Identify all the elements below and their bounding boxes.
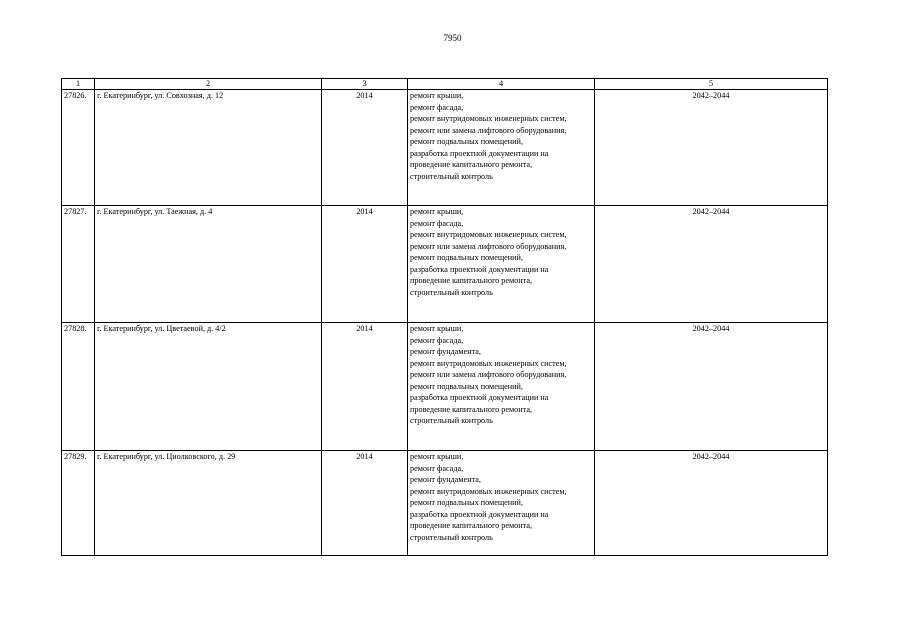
row-year: 2014 (322, 206, 408, 323)
row-period: 2042–2044 (595, 451, 828, 556)
work-item: ремонт фундамента, (410, 347, 481, 356)
work-item: разработка проектной документации на (410, 509, 549, 519)
row-number: 27826. (62, 90, 95, 206)
work-item: проведение капитального ремонта, (410, 276, 533, 285)
work-item: разработка проектной документации на (410, 393, 549, 402)
work-item: ремонт крыши, (410, 91, 464, 100)
work-item: ремонт фасада, (410, 463, 464, 473)
work-item: ремонт крыши, (410, 324, 464, 333)
row-address: г. Екатеринбург, ул. Цветаевой, д. 4/2 (95, 323, 322, 451)
row-address: г. Екатеринбург, ул. Совхозная, д. 12 (95, 90, 322, 206)
page-number: 7950 (443, 33, 462, 43)
work-item: ремонт фасада, (410, 102, 464, 112)
work-item: ремонт крыши, (410, 207, 464, 216)
header-col-4: 4 (408, 79, 595, 90)
header-col-1: 1 (62, 79, 95, 90)
row-number: 27828. (62, 323, 95, 451)
work-item: проведение капитального ремонта, (410, 521, 533, 530)
work-item: ремонт подвальных помещений, (410, 381, 523, 391)
work-item: ремонт подвальных помещений, (410, 253, 523, 262)
work-item: проведение капитального ремонта, (410, 404, 533, 414)
row-period: 2042–2044 (595, 90, 828, 206)
row-works (408, 323, 595, 451)
work-item: ремонт крыши, (410, 452, 464, 461)
work-item: ремонт внутридомовых инженерных систем, (410, 230, 567, 239)
work-item: проведение капитального ремонта, (410, 160, 533, 169)
row-works (408, 206, 595, 323)
work-item: ремонт фундамента, (410, 475, 481, 484)
work-item: ремонт внутридомовых инженерных систем, (410, 358, 567, 368)
work-item: ремонт или замена лифтового оборудования, (410, 370, 567, 379)
work-item: ремонт фасада, (410, 218, 464, 228)
row-address: г. Екатеринбург, ул. Циолковского, д. 29 (95, 451, 322, 556)
work-item: разработка проектной документации на (410, 264, 549, 274)
row-period: 2042–2044 (595, 206, 828, 323)
row-works (408, 451, 595, 556)
row-year: 2014 (322, 451, 408, 556)
row-works (408, 90, 595, 206)
work-item: строительный контроль (410, 532, 493, 542)
row-address: г. Екатеринбург, ул. Таежная, д. 4 (95, 206, 322, 323)
row-period: 2042–2044 (595, 323, 828, 451)
table-row (62, 323, 828, 451)
table-row (62, 451, 828, 556)
work-item: строительный контроль (410, 416, 493, 425)
header-col-3: 3 (322, 79, 408, 90)
work-item: ремонт фасада, (410, 335, 464, 345)
work-item: строительный контроль (410, 287, 493, 297)
work-item: ремонт внутридомовых инженерных систем, (410, 486, 567, 496)
work-item: ремонт подвальных помещений, (410, 498, 523, 507)
row-year: 2014 (322, 90, 408, 206)
row-year: 2014 (322, 323, 408, 451)
header-col-2: 2 (95, 79, 322, 90)
work-item: ремонт или замена лифтового оборудования, (410, 241, 567, 251)
work-item: ремонт внутридомовых инженерных систем, (410, 114, 567, 123)
row-number: 27829. (62, 451, 95, 556)
work-item: ремонт подвальных помещений, (410, 137, 523, 146)
header-row (62, 79, 828, 90)
work-item: ремонт или замена лифтового оборудования, (410, 125, 567, 135)
table-row (62, 90, 828, 206)
table-row (62, 206, 828, 323)
work-item: разработка проектной документации на (410, 148, 549, 158)
header-col-5: 5 (595, 79, 828, 90)
row-number: 27827. (62, 206, 95, 323)
work-item: строительный контроль (410, 171, 493, 181)
registry-table (61, 78, 828, 556)
